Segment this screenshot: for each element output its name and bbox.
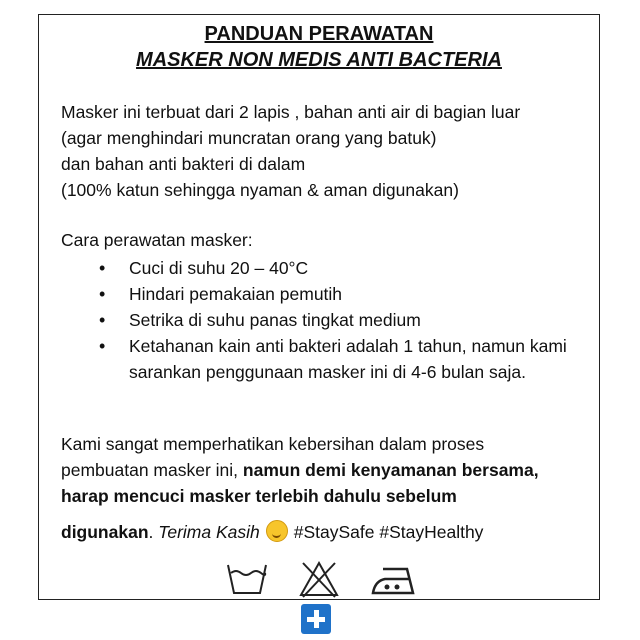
closing-used-word: digunakan xyxy=(61,522,149,542)
care-list xyxy=(99,255,583,385)
care-item-durability: • Ketahanan kain anti bakteri adalah 1 tahun, namun kami sarankan penggunaan masker ini di 4-6 bulan saja. xyxy=(99,333,583,385)
closing-dot: . xyxy=(148,522,159,542)
closing-line-3: harap mencuci masker terlebih dahulu sebelum xyxy=(61,486,457,506)
plus-icon[interactable] xyxy=(301,604,331,634)
care-item-bleach: • Hindari pemakaian pemutih xyxy=(99,281,583,307)
no-bleach-icon xyxy=(297,559,341,599)
care-guide-card xyxy=(38,14,600,600)
hashtags-text: #StaySafe #StayHealthy xyxy=(293,522,484,542)
closing-line-2-bold: namun demi kenyamanan bersama, xyxy=(242,460,539,480)
closing-line-1: Kami sangat memperhatikan kebersihan dalam proses xyxy=(61,434,485,454)
care-heading: Cara perawatan masker: xyxy=(61,230,253,250)
intro-line-3: dan bahan anti bakteri di dalam xyxy=(61,154,306,174)
iron-medium-icon xyxy=(369,559,419,599)
care-symbols xyxy=(39,559,599,599)
care-item-wash: • Cuci di suhu 20 – 40°C xyxy=(99,255,583,281)
closing-line-2 xyxy=(61,457,589,483)
care-item-iron: • Setrika di suhu panas tingkat medium xyxy=(99,307,583,333)
wash-30-icon xyxy=(225,559,269,599)
smiling-face-icon xyxy=(266,520,288,542)
closing-final-line xyxy=(61,519,589,545)
closing-paragraph xyxy=(61,431,589,509)
intro-paragraph xyxy=(61,99,589,203)
title-line-1: PANDUAN PERAWATAN xyxy=(204,23,434,45)
intro-line-1: Masker ini terbuat dari 2 lapis , bahan anti air di bagian luar xyxy=(61,102,521,122)
thanks-text: Terima Kasih xyxy=(158,522,260,542)
title-line-2: MASKER NON MEDIS ANTI BACTERIA xyxy=(136,49,502,71)
intro-line-4: (100% katun sehingga nyaman & aman digunakan) xyxy=(61,180,459,200)
closing-line-2-regular: pembuatan masker ini, xyxy=(61,460,243,480)
intro-line-2: (agar menghindari muncratan orang yang batuk) xyxy=(61,128,437,148)
